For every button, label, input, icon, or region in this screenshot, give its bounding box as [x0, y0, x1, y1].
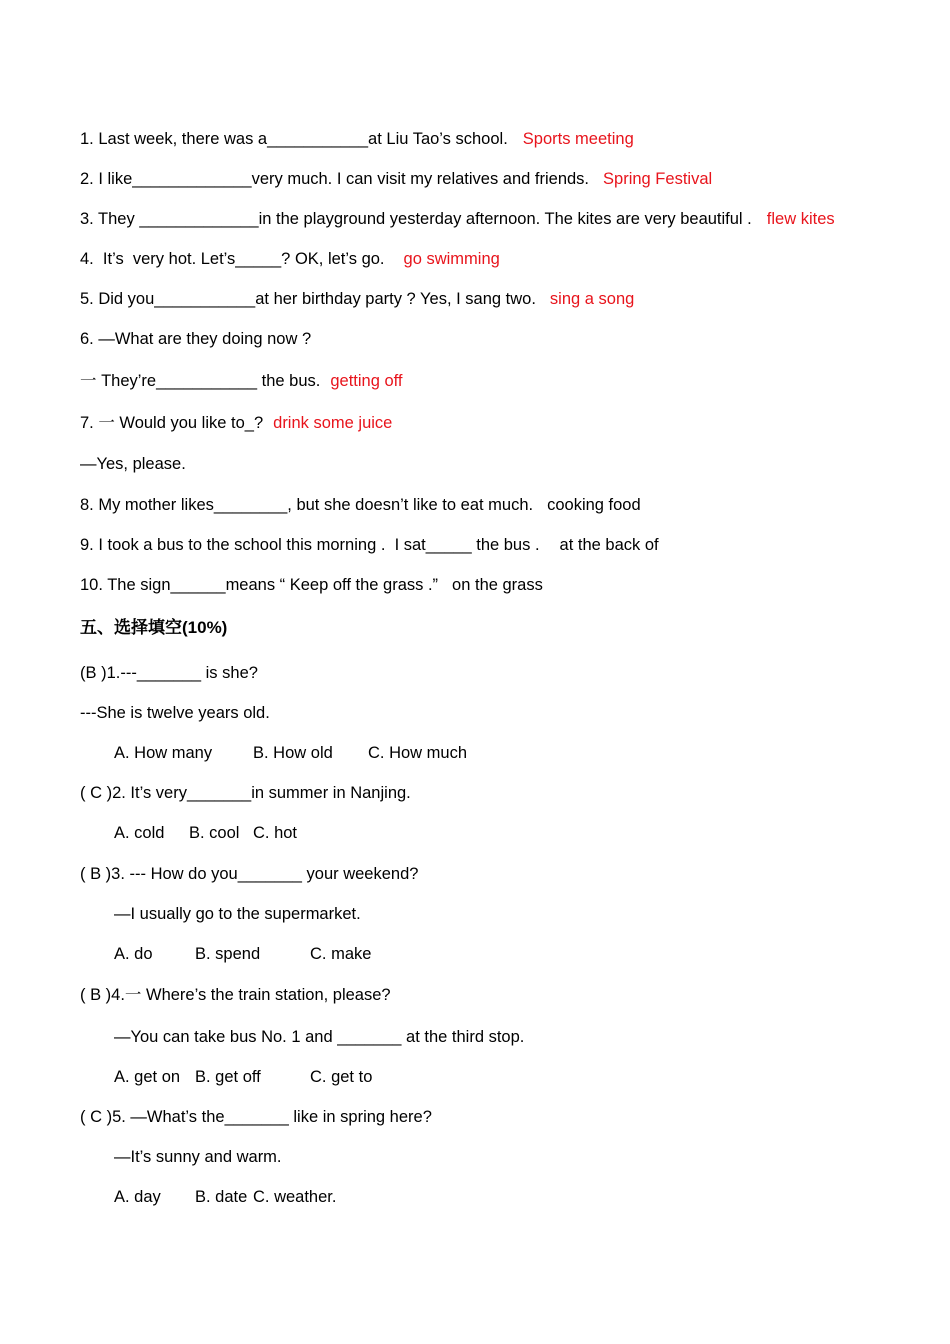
choice-question-2 — [80, 783, 411, 803]
fill-in-answer-9: at the back of — [559, 536, 659, 554]
choice-question-5-reply-text: —It’s sunny and warm. — [114, 1148, 282, 1166]
choice-question-4-reply-text: —You can take bus No. 1 and _______ at the third stop. — [114, 1028, 525, 1046]
choice-question-3 — [80, 864, 418, 884]
option-a: A. How many — [114, 744, 213, 762]
choice-question-2-text: ( C )2. It’s very_______in summer in Nanjing. — [80, 784, 411, 802]
fill-in-item-5 — [80, 289, 634, 309]
fill-in-question-6: 6. —What are they doing now ? — [80, 330, 312, 348]
option-b: B. date — [195, 1188, 248, 1206]
option-c: C. hot — [253, 824, 298, 842]
fill-in-item-4 — [80, 249, 500, 269]
fill-in-item-7-reply — [80, 454, 186, 474]
fill-in-answer-4: go swimming — [403, 250, 500, 268]
choice-question-1-options — [0, 743, 950, 763]
choice-question-5 — [80, 1107, 432, 1127]
fill-in-answer-6: getting off — [330, 372, 403, 390]
choice-question-1-reply-text: ---She is twelve years old. — [80, 704, 270, 722]
fill-in-answer-5: sing a song — [549, 290, 635, 308]
option-b: B. spend — [195, 945, 261, 963]
fill-in-answer-1: Sports meeting — [522, 130, 634, 148]
option-a: A. do — [114, 945, 153, 963]
option-a: A. get on — [114, 1068, 181, 1086]
choice-question-2-options — [0, 823, 950, 843]
option-a: A. cold — [114, 824, 165, 842]
fill-in-question-6-reply: 一 They’re___________ the bus. — [80, 372, 321, 390]
choice-question-4 — [80, 985, 391, 1005]
fill-in-question-2: 2. I like_____________very much. I can visit my relatives and friends. — [80, 170, 590, 188]
fill-in-question-4: 4. It’s very hot. Let’s_____? OK, let’s go. — [80, 250, 385, 268]
choice-question-3-options — [0, 944, 950, 964]
choice-question-4-reply — [114, 1027, 524, 1047]
fill-in-question-7-reply: —Yes, please. — [80, 455, 186, 473]
fill-in-answer-3: flew kites — [766, 210, 835, 228]
fill-in-question-8: 8. My mother likes________, but she doesn’t like to eat much. — [80, 496, 534, 514]
fill-in-answer-10: on the grass — [452, 576, 543, 594]
fill-in-item-1 — [80, 129, 634, 149]
fill-in-item-9 — [80, 535, 659, 555]
fill-in-item-2 — [80, 169, 712, 189]
fill-in-item-10 — [80, 575, 543, 595]
choice-question-3-text: ( B )3. --- How do you_______ your weekend? — [80, 865, 419, 883]
fill-in-question-3: 3. They _____________in the playground yesterday afternoon. The kites are very beautiful . — [80, 210, 752, 228]
option-c: C. get to — [310, 1068, 373, 1086]
fill-in-item-6 — [80, 329, 311, 349]
choice-question-3-reply-text: —I usually go to the supermarket. — [114, 905, 361, 923]
choice-question-1-reply — [80, 703, 270, 723]
option-c: C. How much — [368, 744, 468, 762]
choice-question-4-options — [0, 1067, 950, 1087]
fill-in-item-6-reply — [80, 371, 403, 391]
fill-in-item-8 — [80, 495, 641, 515]
section-heading: 五、选择填空(10%) — [80, 618, 228, 637]
fill-in-item-7 — [80, 413, 392, 433]
fill-in-question-10: 10. The sign______means “ Keep off the grass .” — [80, 576, 439, 594]
fill-in-answer-2: Spring Festival — [603, 170, 713, 188]
option-a: A. day — [114, 1188, 161, 1206]
option-b: B. get off — [195, 1068, 261, 1086]
choice-question-4-text: ( B )4.一 Where’s the train station, please? — [80, 986, 391, 1004]
fill-in-question-5: 5. Did you___________at her birthday party ? Yes, I sang two. — [80, 290, 536, 308]
option-c: C. weather. — [253, 1188, 337, 1206]
choice-question-5-reply — [114, 1147, 282, 1167]
fill-in-question-9: 9. I took a bus to the school this morning . I sat_____ the bus . — [80, 536, 540, 554]
option-c: C. make — [310, 945, 372, 963]
option-b: B. How old — [253, 744, 333, 762]
fill-in-question-7: 7. 一 Would you like to_? — [80, 414, 264, 432]
choice-question-1-text: (B )1.---_______ is she? — [80, 664, 258, 682]
fill-in-answer-8: cooking food — [547, 496, 641, 514]
fill-in-question-1: 1. Last week, there was a___________at Liu Tao’s school. — [80, 130, 508, 148]
choice-question-3-reply — [114, 904, 361, 924]
fill-in-item-3 — [80, 209, 835, 229]
choice-question-5-text: ( C )5. —What’s the_______ like in spring here? — [80, 1108, 432, 1126]
choice-question-5-options — [0, 1187, 950, 1207]
option-b: B. cool — [189, 824, 240, 842]
choice-question-1 — [80, 663, 258, 683]
fill-in-answer-7: drink some juice — [273, 414, 393, 432]
